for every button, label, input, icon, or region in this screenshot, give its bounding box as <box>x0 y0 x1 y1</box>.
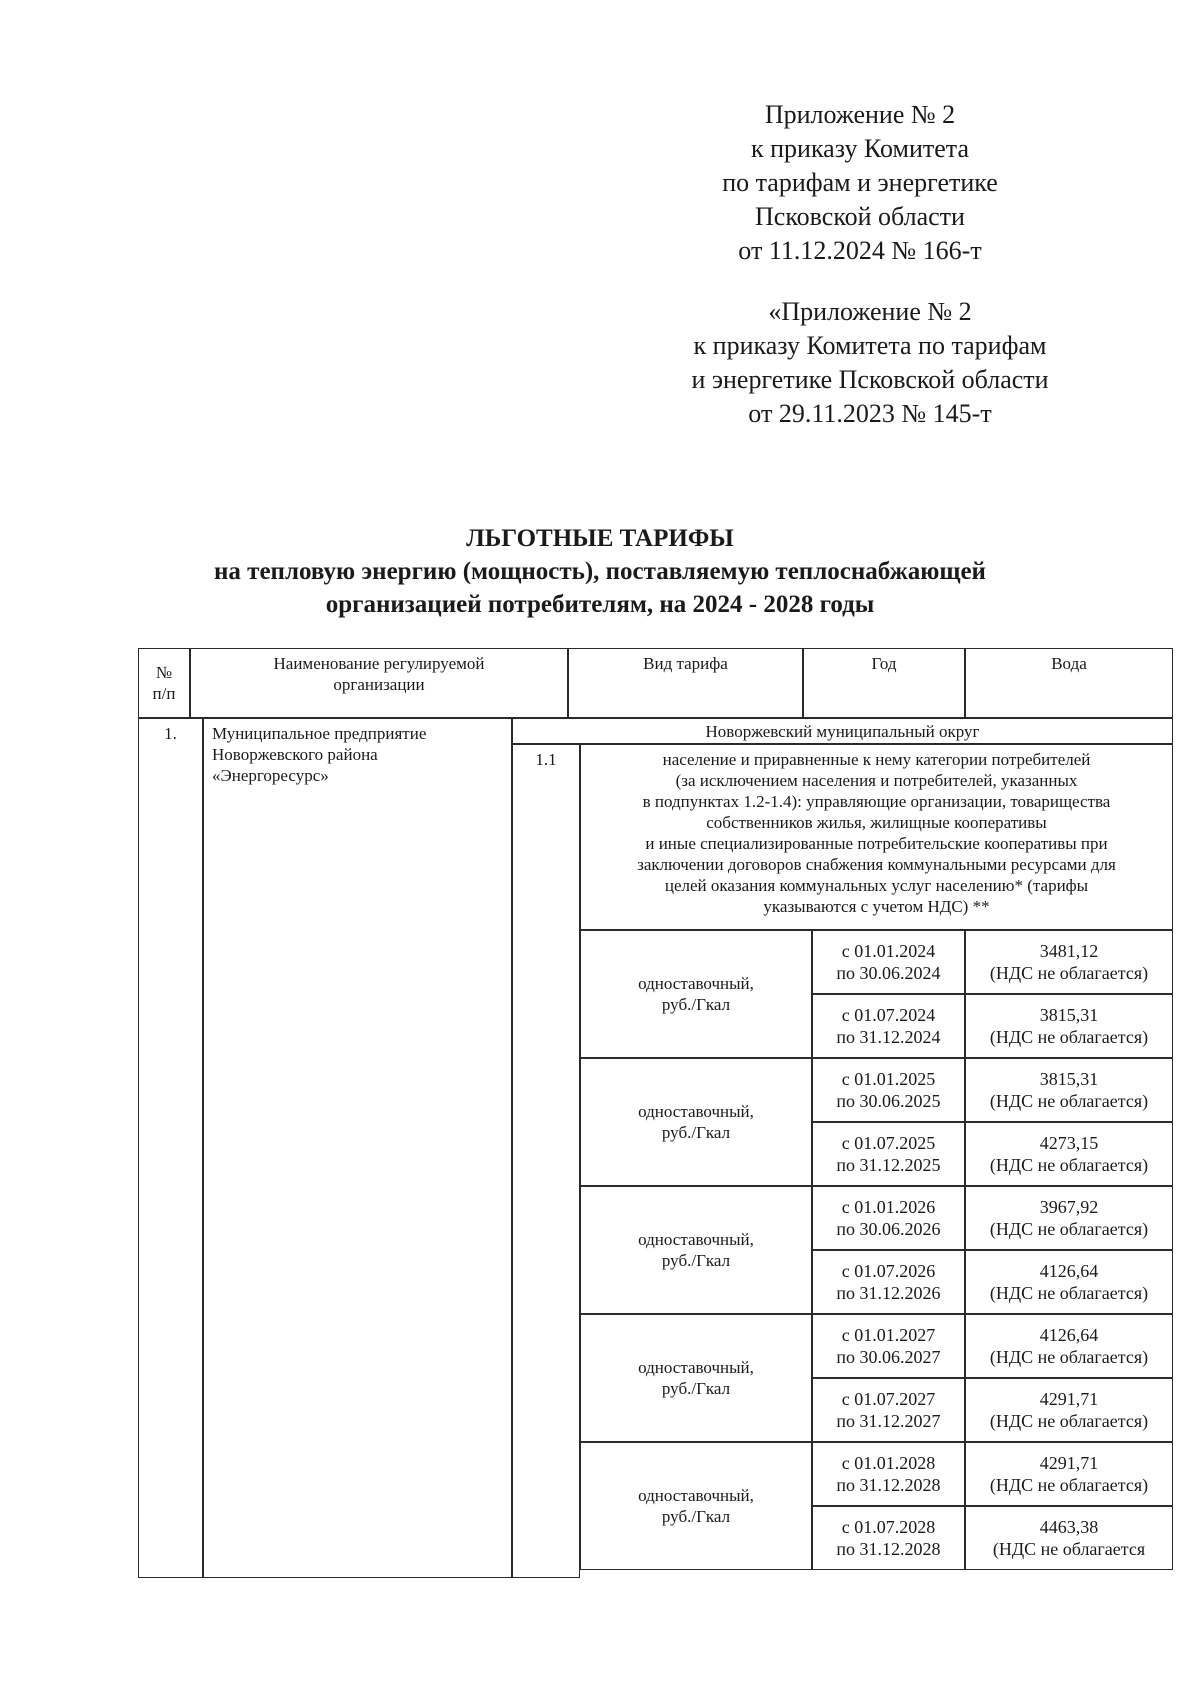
tariff-period <box>812 1314 965 1378</box>
tariff-period-line: с 01.07.2026 <box>841 1261 936 1281</box>
header-org-line: организации <box>333 675 425 694</box>
consumer-category-line: собственников жилья, жилищные кооперативы <box>706 813 1047 832</box>
tariff-value-line: 3967,92 <box>1039 1197 1099 1217</box>
tariff-value-text <box>966 1324 1172 1368</box>
appendix-line: к приказу Комитета <box>750 134 969 163</box>
tariff-period-text <box>813 1260 964 1304</box>
tariff-period-text <box>813 1388 964 1432</box>
title-line: организацией потребителям, на 2024 - 2028 годы <box>325 591 875 618</box>
tariff-value-text <box>966 1516 1172 1560</box>
tariff-value <box>965 994 1173 1058</box>
consumer-category-line: целей оказания коммунальных услуг населению* (тарифы <box>664 876 1089 895</box>
tariff-type-line: одноставочный, <box>638 1358 754 1377</box>
tariff-period-line: по 31.12.2028 <box>836 1539 941 1559</box>
quoted-line: и энергетике Псковской области <box>691 365 1049 394</box>
tariff-value-text <box>966 1132 1172 1176</box>
consumer-category-line: (за исключением населения и потребителей, указанных <box>675 771 1078 790</box>
tariff-period-text <box>813 1196 964 1240</box>
header-num-line: п/п <box>152 684 176 703</box>
tariff-period-line: по 31.12.2028 <box>836 1475 941 1495</box>
tariff-type <box>580 1314 812 1442</box>
tariff-value-line: (НДС не облагается) <box>989 1155 1149 1175</box>
quoted-line: к приказу Комитета по тарифам <box>693 331 1047 360</box>
row-number-line: 1. <box>164 724 177 743</box>
district-name-line: Новоржевский муниципальный округ <box>705 721 980 741</box>
tariff-value-line: 4273,15 <box>1039 1133 1099 1153</box>
tariff-value-line: (НДС не облагается) <box>989 1219 1149 1239</box>
tariff-period <box>812 930 965 994</box>
header-type <box>568 648 803 718</box>
header-type-text <box>569 653 802 674</box>
quoted-appendix-header <box>660 295 1080 431</box>
tariff-type <box>580 1442 812 1570</box>
tariff-type-text <box>581 973 811 1015</box>
header-num <box>138 648 190 718</box>
tariff-value-line: 3815,31 <box>1039 1005 1099 1025</box>
tariff-type-text <box>581 1485 811 1527</box>
tariff-value <box>965 1314 1173 1378</box>
tariff-value-text <box>966 1196 1172 1240</box>
sub-number-line: 1.1 <box>535 750 557 769</box>
tariff-type-line: руб./Гкал <box>661 1251 731 1270</box>
header-org-line: Наименование регулируемой <box>273 654 485 673</box>
tariff-value <box>965 1186 1173 1250</box>
tariff-value <box>965 1250 1173 1314</box>
tariff-period-text <box>813 1452 964 1496</box>
district-name-text <box>513 721 1172 742</box>
consumer-category-line: указываются с учетом НДС) ** <box>763 897 990 916</box>
tariff-period-line: с 01.01.2024 <box>841 941 936 961</box>
tariff-value-line: 4463,38 <box>1039 1517 1099 1537</box>
quoted-line: от 29.11.2023 № 145-т <box>748 399 992 428</box>
tariff-value-line: (НДС не облагается) <box>989 1091 1149 1111</box>
tariff-value <box>965 1378 1173 1442</box>
organization-name-line: Новоржевского района <box>212 745 378 764</box>
appendix-line: Приложение № 2 <box>764 100 956 129</box>
row-number <box>138 718 203 1578</box>
tariff-value-text <box>966 1004 1172 1048</box>
tariff-period <box>812 1506 965 1570</box>
tariff-period-line: с 01.01.2026 <box>841 1197 936 1217</box>
tariff-period <box>812 1250 965 1314</box>
tariff-value-text <box>966 1452 1172 1496</box>
tariff-period-line: по 30.06.2024 <box>836 963 941 983</box>
header-value-text <box>966 653 1172 674</box>
header-org-text <box>191 653 567 695</box>
tariff-value <box>965 1442 1173 1506</box>
tariff-type <box>580 1058 812 1186</box>
tariff-value-line: (НДС не облагается) <box>989 1347 1149 1367</box>
tariff-value-text <box>966 1260 1172 1304</box>
tariff-value-line: (НДС не облагается <box>992 1539 1146 1559</box>
tariff-period-text <box>813 1516 964 1560</box>
tariff-type-line: руб./Гкал <box>661 1379 731 1398</box>
tariff-period-line: по 31.12.2027 <box>836 1411 941 1431</box>
title-line: ЛЬГОТНЫЕ ТАРИФЫ <box>466 525 734 552</box>
tariff-value-text <box>966 940 1172 984</box>
tariff-period <box>812 1442 965 1506</box>
tariff-period <box>812 1378 965 1442</box>
tariff-period <box>812 1122 965 1186</box>
tariff-value-line: 3481,12 <box>1039 941 1099 961</box>
header-org <box>190 648 568 718</box>
tariff-period-line: по 31.12.2025 <box>836 1155 941 1175</box>
sub-number-text <box>513 749 579 770</box>
header-value-line: Вода <box>1051 654 1087 673</box>
tariff-value-line: (НДС не облагается) <box>989 1411 1149 1431</box>
tariff-period-line: с 01.07.2028 <box>841 1517 936 1537</box>
tariff-period <box>812 1058 965 1122</box>
tariff-period-text <box>813 1132 964 1176</box>
tariff-period-line: по 30.06.2026 <box>836 1219 941 1239</box>
tariff-period-text <box>813 1068 964 1112</box>
header-year <box>803 648 965 718</box>
header-type-line: Вид тарифа <box>643 654 728 673</box>
tariff-period-line: с 01.01.2027 <box>841 1325 936 1345</box>
header-num-text <box>139 662 189 704</box>
tariff-value-line: (НДС не облагается) <box>989 1027 1149 1047</box>
consumer-category-line: и иные специализированные потребительские кооперативы при <box>645 834 1108 853</box>
quoted-line: «Приложение № 2 <box>768 297 972 326</box>
tariff-type-line: руб./Гкал <box>661 995 731 1014</box>
document-title <box>150 522 1050 621</box>
tariff-value <box>965 1506 1173 1570</box>
tariff-period-text <box>813 1324 964 1368</box>
sub-number <box>512 744 580 1578</box>
tariff-period-line: с 01.07.2025 <box>841 1133 936 1153</box>
tariff-type-line: одноставочный, <box>638 1102 754 1121</box>
tariff-value-line: (НДС не облагается) <box>989 1475 1149 1495</box>
tariff-value-line: 4126,64 <box>1039 1261 1099 1281</box>
tariff-value-line: 4291,71 <box>1039 1453 1099 1473</box>
tariff-period-line: с 01.01.2028 <box>841 1453 936 1473</box>
tariff-period-line: по 30.06.2027 <box>836 1347 941 1367</box>
tariff-value-text <box>966 1388 1172 1432</box>
tariff-value-line: 4291,71 <box>1039 1389 1099 1409</box>
tariff-period-line: по 31.12.2026 <box>836 1283 941 1303</box>
tariff-type-line: одноставочный, <box>638 1486 754 1505</box>
tariff-value-line: (НДС не облагается) <box>989 1283 1149 1303</box>
tariff-period <box>812 1186 965 1250</box>
tariff-value <box>965 1122 1173 1186</box>
consumer-category <box>580 744 1173 930</box>
row-number-text <box>139 723 202 744</box>
tariff-value-line: 4126,64 <box>1039 1325 1099 1345</box>
organization-name-line: «Энергоресурс» <box>212 766 329 785</box>
tariff-value-line: 3815,31 <box>1039 1069 1099 1089</box>
tariff-period <box>812 994 965 1058</box>
appendix-line: по тарифам и энергетике <box>722 168 998 197</box>
tariff-type-text <box>581 1357 811 1399</box>
tariff-value-text <box>966 1068 1172 1112</box>
appendix-line: Псковской области <box>755 202 965 231</box>
tariff-type-text <box>581 1229 811 1271</box>
tariff-value <box>965 1058 1173 1122</box>
title-line: на тепловую энергию (мощность), поставляемую теплоснабжающей <box>214 558 986 585</box>
header-year-line: Год <box>871 654 897 673</box>
organization-name-text <box>212 723 511 786</box>
tariff-period-line: по 31.12.2024 <box>836 1027 941 1047</box>
header-value <box>965 648 1173 718</box>
district-name <box>512 718 1173 744</box>
tariff-type-line: руб./Гкал <box>661 1507 731 1526</box>
tariff-type-line: руб./Гкал <box>661 1123 731 1142</box>
tariff-type-text <box>581 1101 811 1143</box>
tariff-type-line: одноставочный, <box>638 1230 754 1249</box>
tariff-period-line: по 30.06.2025 <box>836 1091 941 1111</box>
tariff-type-line: одноставочный, <box>638 974 754 993</box>
tariff-period-line: с 01.01.2025 <box>841 1069 936 1089</box>
tariff-type <box>580 930 812 1058</box>
tariff-period-line: с 01.07.2027 <box>841 1389 936 1409</box>
consumer-category-text <box>581 749 1172 917</box>
header-num-line: № <box>155 663 173 682</box>
tariff-period-text <box>813 1004 964 1048</box>
tariff-period-line: с 01.07.2024 <box>841 1005 936 1025</box>
organization-name-line: Муниципальное предприятие <box>212 724 427 743</box>
header-year-text <box>804 653 964 674</box>
consumer-category-line: заключении договоров снабжения коммунальными ресурсами для <box>637 855 1116 874</box>
appendix-header <box>720 98 1000 268</box>
tariff-type <box>580 1186 812 1314</box>
tariff-value <box>965 930 1173 994</box>
tariff-period-text <box>813 940 964 984</box>
organization-name <box>203 718 512 1578</box>
consumer-category-line: население и приравненные к нему категории потребителей <box>662 750 1091 769</box>
tariff-value-line: (НДС не облагается) <box>989 963 1149 983</box>
consumer-category-line: в подпунктах 1.2-1.4): управляющие организации, товарищества <box>642 792 1111 811</box>
appendix-line: от 11.12.2024 № 166-т <box>738 236 982 265</box>
